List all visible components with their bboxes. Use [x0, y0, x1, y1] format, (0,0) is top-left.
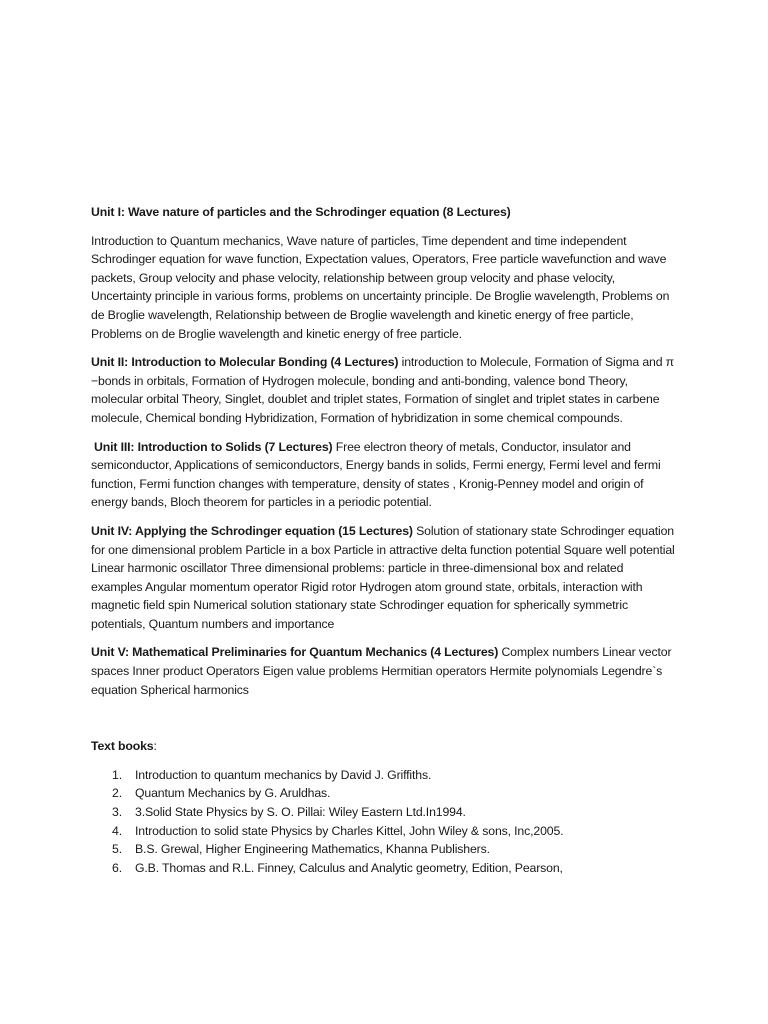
textbook-item — [91, 840, 676, 859]
unit-2-paragraph — [91, 353, 676, 427]
textbook-number: 4. — [112, 823, 122, 838]
textbook-title: Quantum Mechanics by G. Aruldhas. — [135, 786, 331, 801]
textbook-title: G.B. Thomas and R.L. Finney, Calculus and Analytic geometry, Edition, Pearson, — [135, 860, 563, 875]
textbook-number: 3. — [112, 805, 122, 820]
textbook-item — [91, 784, 676, 803]
textbook-item — [91, 859, 676, 878]
textbook-title: B.S. Grewal, Higher Engineering Mathematics, Khanna Publishers. — [135, 842, 490, 857]
unit-2-heading: Unit II: Introduction to Molecular Bonding (4 Lectures) — [91, 355, 399, 370]
unit-4-paragraph — [91, 522, 676, 634]
textbooks-list — [91, 766, 676, 878]
unit-1-body: Introduction to Quantum mechanics, Wave nature of particles, Time dependent and time independent Schrodinger equation for wave function, Expectation values, Operators, Free particle wavefunction and wave packets, Group velocity and phase velocity, relationship between group velocity and phase velocity, Uncertainty principle in various forms, problems on uncertainty principle. De Broglie wavelength, Problems on de Broglie wavelength, Relationship between de Broglie wavelength and kinetic energy of free particle, Problems on de Broglie wavelength and kinetic energy of free particle. — [91, 233, 670, 341]
unit-3-paragraph — [91, 438, 676, 512]
textbook-item — [91, 766, 676, 785]
textbook-number: 2. — [112, 786, 122, 801]
textbook-number: 1. — [112, 767, 122, 782]
unit-5-heading: Unit V: Mathematical Preliminaries for Quantum Mechanics (4 Lectures) — [91, 645, 499, 660]
unit-3-body: Free electron theory of metals, Conductor, insulator and semiconductor, Applications of semiconductors, Energy bands in solids, Fermi energy, Fermi level and fermi function, Fermi function changes with temperature, density of states , Kronig-Penney model and origin of energy bands, Bloch theorem for particles in a periodic potential. — [91, 439, 661, 510]
unit-3-heading: Unit III: Introduction to Solids (7 Lectures) — [94, 439, 333, 454]
syllabus-document — [91, 203, 676, 877]
textbooks-title: Text books — [91, 739, 154, 754]
unit-2-body: introduction to Molecule, Formation of Sigma and π −bonds in orbitals, Formation of Hydrogen molecule, bonding and anti-bonding, valence bond Theory, molecular orbital Theory, Singlet, doublet and triplet states, Formation of singlet and triplet states in carbene molecule, Chemical bonding Hybridization, Formation of hybridization in some chemical compounds. — [91, 355, 674, 425]
textbook-item — [91, 822, 676, 841]
textbooks-heading — [91, 737, 676, 756]
textbook-number: 6. — [112, 860, 122, 875]
textbook-number: 5. — [112, 842, 122, 857]
unit-1-heading: Unit I: Wave nature of particles and the Schrodinger equation (8 Lectures) — [91, 205, 511, 219]
unit-4-heading: Unit IV: Applying the Schrodinger equation (15 Lectures) — [91, 523, 413, 538]
textbook-title: 3.Solid State Physics by S. O. Pillai: Wiley Eastern Ltd.In1994. — [135, 805, 466, 820]
textbook-title: Introduction to quantum mechanics by David J. Griffiths. — [135, 767, 432, 782]
unit-5-paragraph — [91, 643, 676, 699]
textbook-title: Introduction to solid state Physics by Charles Kittel, John Wiley & sons, Inc,2005. — [135, 823, 564, 838]
unit-5-body: Complex numbers Linear vector spaces Inner product Operators Eigen value problems Hermitian operators Hermite polynomials Legendre`s equation Spherical harmonics — [91, 645, 672, 697]
unit-4-body: Solution of stationary state Schrodinger equation for one dimensional problem Particle in a box Particle in attractive delta function potential Square well potential Linear harmonic oscillator Three dimensional problems: particle in three-dimensional box and related examples Angular momentum operator Rigid rotor Hydrogen atom ground state, orbitals, interaction with magnetic field spin Numerical solution stationary state Schrodinger equation for spherically symmetric potentials, Quantum numbers and importance — [91, 523, 675, 631]
textbooks-title-colon: : — [153, 739, 157, 754]
textbook-item — [91, 803, 676, 822]
